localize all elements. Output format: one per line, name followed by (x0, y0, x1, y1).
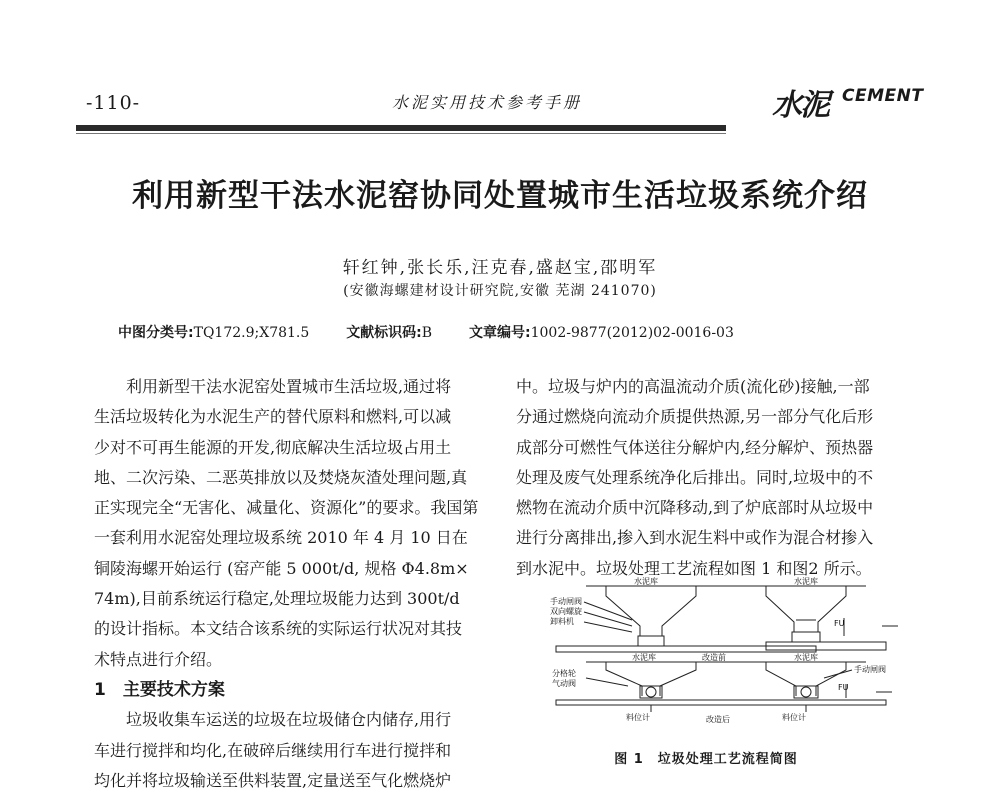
fig-label: 手动闸阀 (550, 597, 582, 606)
body-line: 燃物在流动介质中沉降移动,到了炉底部时从垃圾中 (516, 498, 874, 518)
fig-label: 卸料机 (550, 617, 574, 626)
figure-caption: 图 1 垃圾处理工艺流程简图 (614, 752, 798, 767)
section-heading: 1 主要技术方案 (94, 679, 225, 700)
body-line: 生活垃圾转化为水泥生产的替代原料和燃料,可以减 (94, 407, 452, 427)
body-line: 74m),目前系统运行稳定,处理垃圾能力达到 300t/d (94, 589, 460, 609)
right-column (516, 372, 928, 584)
silo-wall (662, 586, 696, 636)
body-line: 地、二次污染、二恶英排放以及焚烧灰渣处理问题,真 (94, 467, 468, 487)
doc-code-value: B (421, 325, 433, 341)
fig-label: FU (838, 683, 849, 692)
fig-label: 料位计 (782, 713, 806, 722)
header-rule-thin (76, 133, 726, 134)
body-line: 术特点进行介绍。 (94, 649, 223, 669)
article-no-label: 文章编号: (469, 325, 531, 341)
fig-label: 分格轮 (552, 669, 576, 678)
article-no-value: 1002-9877(2012)02-0016-03 (530, 325, 734, 341)
fig-label: 水泥库 (794, 653, 818, 662)
process-flow-diagram (546, 574, 926, 734)
page-number: -110- (86, 92, 141, 114)
article-metadata (118, 322, 734, 342)
doc-code-label: 文献标识码: (346, 325, 422, 341)
body-line: 处理及废气处理系统净化后排出。同时,垃圾中的不 (516, 467, 874, 487)
silo-wall (606, 586, 640, 636)
body-line: 垃圾收集车运送的垃圾在垃圾储仓内储存,用行 (94, 710, 452, 730)
body-line: 正实现完全“无害化、减量化、资源化”的要求。我国第 (94, 498, 479, 518)
body-line: 一套利用水泥窑处理垃圾系统 2010 年 4 月 10 日在 (94, 528, 468, 548)
process-flow-figure (546, 574, 926, 734)
author-affiliation: (安徽海螺建材设计研究院,安徽 芜湖 241070) (343, 283, 657, 299)
body-line: 中。垃圾与炉内的高温流动介质(流化砂)接触,一部 (516, 377, 870, 396)
clc-value: TQ172.9;X781.5 (193, 325, 310, 341)
fig-label: 水泥库 (634, 577, 658, 586)
body-line: 少对不可再生能源的开发,彻底解决生活垃圾占用土 (94, 437, 452, 457)
fig-label: 水泥库 (632, 653, 656, 662)
fig-label: 改造后 (706, 715, 730, 724)
body-line: 的设计指标。本文结合该系统的实际运行状况对其技 (94, 619, 463, 639)
header-rule (76, 125, 726, 131)
fig-label: 改造前 (702, 653, 726, 662)
body-line: 进行分离排出,掺入到水泥生料中或作为混合材掺入 (516, 528, 874, 548)
silo-wall (766, 586, 794, 632)
running-title: 水泥实用技术参考手册 (392, 93, 583, 112)
body-line: 到水泥中。垃圾处理工艺流程如图 1 和图2 所示。 (516, 558, 872, 578)
body-line: 分通过燃烧向流动介质提供热源,另一部分气化后形 (516, 407, 874, 427)
journal-logo-cn: 水泥 (772, 88, 828, 123)
body-line: 铜陵海螺开始运行 (窑产能 5 000t/d, 规格 Φ4.8m× (94, 558, 469, 578)
body-line: 车进行搅拌和均化,在破碎后继续用行车进行搅拌和 (94, 740, 452, 760)
fig-label: 水泥库 (794, 577, 818, 586)
body-line: 均化并将垃圾输送至供料装置,定量送至气化燃烧炉 (94, 770, 452, 790)
fig-label: 料位计 (626, 713, 650, 722)
journal-logo-en: CEMENT (842, 86, 924, 106)
body-line: 成部分可燃性气体送往分解炉内,经分解炉、预热器 (516, 437, 874, 457)
body-line: 利用新型干法水泥窑处置城市生活垃圾,通过将 (94, 377, 452, 396)
fig-label: 手动闸阀 (854, 665, 886, 674)
left-column (94, 372, 498, 796)
clc-label: 中图分类号: (118, 325, 194, 341)
fig-label: 双向螺旋 (550, 607, 582, 616)
fig-label: 气动阀 (552, 679, 576, 688)
article-title: 利用新型干法水泥窑协同处置城市生活垃圾系统介绍 (132, 178, 868, 214)
fig-label: FU (834, 619, 845, 628)
article-authors: 轩红钟,张长乐,汪克春,盛赵宝,邵明军 (342, 258, 658, 278)
